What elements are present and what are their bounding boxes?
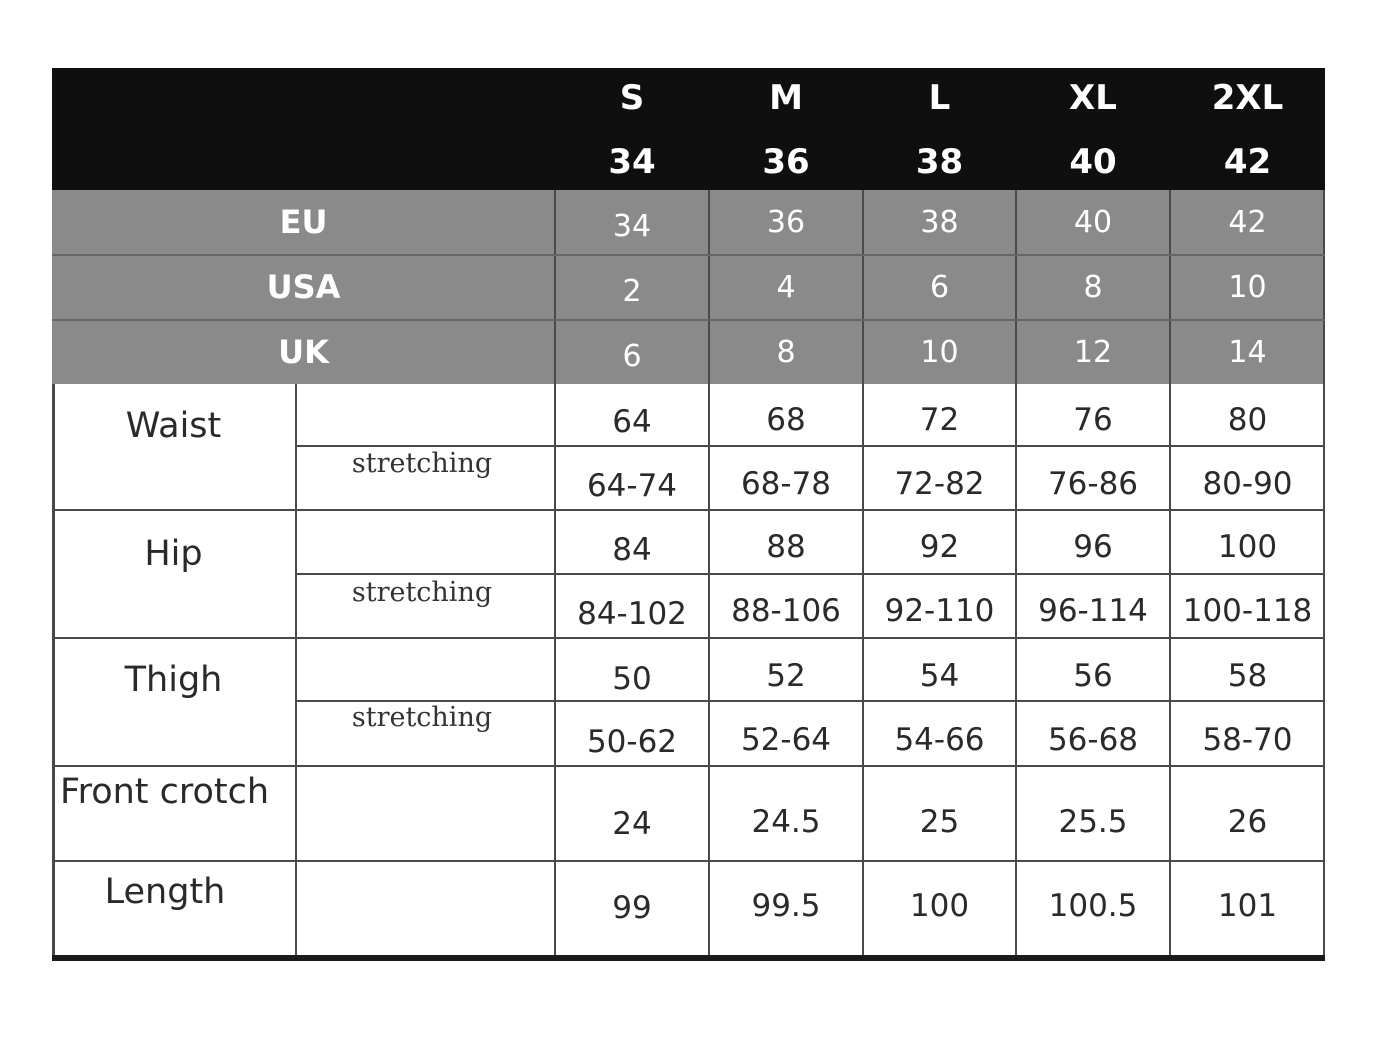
size-chart <box>52 68 1325 963</box>
stretching-label: stretching <box>351 447 493 479</box>
eu-value: 40 <box>1073 204 1113 240</box>
hip-value: 96 <box>1073 529 1113 565</box>
hip-value: 84 <box>612 532 652 568</box>
uk-value: 8 <box>776 334 796 370</box>
thigh-value: 50 <box>612 661 652 697</box>
length-value: 101 <box>1217 888 1278 924</box>
hip-value: 100 <box>1217 529 1278 565</box>
conversion-label-uk: UK <box>278 333 329 371</box>
size-letter-m: M <box>769 77 803 118</box>
thigh-stretch-value: 50-62 <box>586 724 678 760</box>
hip-stretch-value: 88-106 <box>731 593 841 629</box>
grid-line <box>52 254 1325 256</box>
grid-line <box>52 319 1325 321</box>
hip-stretch-value: 84-102 <box>577 596 687 632</box>
waist-stretch-value: 80-90 <box>1202 466 1293 502</box>
front-crotch-value: 24.5 <box>751 804 821 840</box>
eu-value: 36 <box>766 204 806 240</box>
usa-value: 8 <box>1083 269 1103 305</box>
waist-value: 72 <box>919 402 960 438</box>
stretching-label: stretching <box>351 576 493 608</box>
thigh-value: 54 <box>919 658 960 694</box>
size-number-xl: 40 <box>1069 141 1117 182</box>
hip-value: 92 <box>919 529 960 565</box>
row-label-waist: Waist <box>125 406 222 446</box>
stretching-label: stretching <box>351 701 493 733</box>
conversion-label-usa: USA <box>266 268 341 306</box>
row-label-hip: Hip <box>144 534 203 574</box>
hip-stretch-value: 100-118 <box>1182 593 1313 629</box>
usa-value: 10 <box>1228 269 1267 305</box>
front-crotch-value: 26 <box>1227 804 1268 840</box>
usa-value: 2 <box>622 273 642 309</box>
usa-value: 6 <box>929 269 950 305</box>
size-letter-xl: XL <box>1069 77 1117 118</box>
grid-line <box>52 955 1325 961</box>
conversion-label-eu: EU <box>279 203 328 241</box>
hip-value: 88 <box>766 529 806 565</box>
front-crotch-value: 25 <box>919 804 960 840</box>
size-number-m: 36 <box>762 141 810 182</box>
thigh-value: 52 <box>766 658 806 694</box>
waist-value: 80 <box>1227 402 1268 438</box>
waist-value: 64 <box>612 404 652 440</box>
row-label-front-crotch: Front crotch <box>60 772 270 812</box>
waist-value: 68 <box>766 402 806 438</box>
waist-stretch-value: 68-78 <box>740 466 832 502</box>
size-number-2xl: 42 <box>1223 141 1272 182</box>
uk-value: 12 <box>1073 334 1113 370</box>
front-crotch-value: 25.5 <box>1058 804 1128 840</box>
thigh-stretch-value: 52-64 <box>740 722 832 758</box>
waist-stretch-value: 76-86 <box>1047 466 1139 502</box>
size-number-l: 38 <box>915 141 964 182</box>
eu-value: 34 <box>612 208 652 244</box>
thigh-stretch-value: 58-70 <box>1202 722 1293 758</box>
usa-value: 4 <box>776 269 796 305</box>
thigh-value: 58 <box>1227 658 1268 694</box>
size-number-s: 34 <box>608 141 656 182</box>
eu-value: 42 <box>1228 204 1267 240</box>
length-value: 100 <box>909 888 970 924</box>
hip-stretch-value: 92-110 <box>884 593 995 629</box>
thigh-stretch-value: 56-68 <box>1047 722 1139 758</box>
conversion-band <box>52 190 1325 384</box>
size-header-band <box>52 68 1325 190</box>
grid-line <box>52 860 1325 862</box>
size-letter-2xl: 2XL <box>1211 77 1284 118</box>
uk-value: 10 <box>920 334 959 370</box>
uk-value: 14 <box>1228 334 1267 370</box>
waist-stretch-value: 72-82 <box>894 466 985 502</box>
size-letter-s: S <box>619 77 645 118</box>
front-crotch-value: 24 <box>612 806 652 842</box>
thigh-value: 56 <box>1073 658 1113 694</box>
waist-value: 76 <box>1073 402 1113 438</box>
thigh-stretch-value: 54-66 <box>894 722 985 758</box>
length-value: 99 <box>612 890 652 926</box>
waist-stretch-value: 64-74 <box>586 468 678 504</box>
hip-stretch-value: 96-114 <box>1038 593 1148 629</box>
row-label-length: Length <box>104 872 226 912</box>
row-label-thigh: Thigh <box>124 660 223 700</box>
size-letter-l: L <box>928 77 951 118</box>
uk-value: 6 <box>622 338 642 374</box>
length-value: 99.5 <box>751 888 821 924</box>
length-value: 100.5 <box>1048 888 1138 924</box>
eu-value: 38 <box>920 204 959 240</box>
